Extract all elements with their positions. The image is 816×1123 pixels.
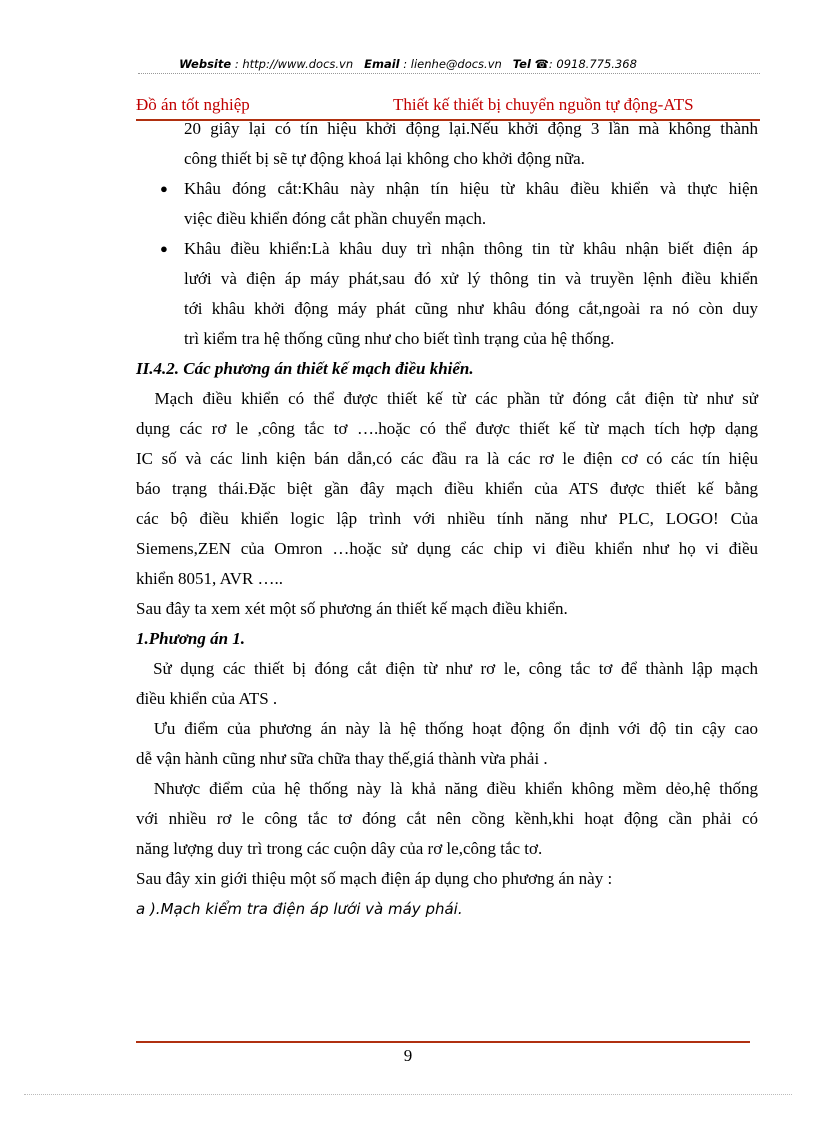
site-info-bar	[0, 57, 816, 71]
text-line: Mạch điều khiển có thể được thiết kế từ các phần tử đóng cắt điện từ như sử	[136, 389, 758, 408]
bullet-icon: ●	[160, 181, 168, 196]
text-line: dễ vận hành cũng như sữa chữa thay thế,giá thành vừa phải .	[136, 749, 548, 768]
bullet-list	[136, 174, 758, 354]
subsection-heading: 1.Phương án 1.	[136, 629, 246, 648]
text-line: Sử dụng các thiết bị đóng cắt điện từ như rơ le, công tắc tơ để thành lập mạch	[136, 659, 758, 678]
text-line: Khâu đóng cắt:Khâu này nhận tín hiệu từ khâu điều khiển và thực hiện	[184, 179, 758, 198]
subsection-heading-italic: a ).Mạch kiểm tra điện áp lưới và máy phái.	[136, 900, 463, 918]
top-divider	[138, 73, 760, 74]
text-line: Nhược điểm của hệ thống này là khả năng điều khiển không mềm dẻo,hệ thống	[136, 779, 758, 798]
page-number: 9	[403, 1046, 413, 1065]
bottom-divider	[24, 1094, 792, 1095]
tel-value: : 0918.775.368	[548, 57, 637, 71]
text-line: với nhiều rơ le công tắc tơ đóng cắt nên cồng kềnh,khi hoạt động cần phải có	[136, 809, 758, 828]
text-line: công thiết bị sẽ tự động khoá lại không cho khởi động nữa.	[184, 149, 585, 168]
paragraph	[136, 654, 758, 714]
text-line: Ưu điểm của phương án này là hệ thống hoạt động ổn định với độ tin cậy cao	[136, 719, 758, 738]
paragraph: Sau đây ta xem xét một số phương án thiết kế mạch điều khiển.	[136, 599, 568, 618]
bullet-item	[136, 174, 758, 234]
text-line: IC số và các linh kiện bán dẫn,có các đầu ra là các rơ le điện cơ có các tín hiệu	[136, 449, 758, 468]
paragraph	[136, 714, 758, 774]
text-line: báo trạng thái.Đặc biệt gần đây mạch điều khiển của ATS được thiết kế bằng	[136, 479, 758, 498]
text-line: 20 giây lại có tín hiệu khởi động lại.Nếu khởi động 3 lần mà không thành	[184, 119, 758, 138]
paragraph: Sau đây xin giới thiệu một số mạch điện áp dụng cho phương án này :	[136, 869, 613, 888]
text-line: tới khâu khởi động máy phát cũng như khâu đóng cắt,ngoài ra nó còn duy	[184, 299, 758, 318]
text-line: trì kiểm tra hệ thống cũng như cho biết tình trạng của hệ thống.	[184, 329, 615, 348]
website-value: : http://www.docs.vn	[234, 57, 354, 71]
bullet-item	[136, 234, 758, 354]
text-line: việc điều khiển đóng cắt phần chuyển mạch.	[184, 209, 487, 228]
bullet-icon: ●	[160, 241, 168, 256]
text-line: năng lượng duy trì trong các cuộn dây của rơ le,công tắc tơ.	[136, 839, 543, 858]
website-label: Website	[179, 57, 232, 71]
section-heading: II.4.2. Các phương án thiết kế mạch điều khiển.	[136, 359, 474, 378]
footer-rule	[136, 1041, 750, 1043]
header-left-title: Đồ án tốt nghiệp	[136, 95, 250, 114]
tel-label: Tel	[512, 57, 531, 71]
email-value: : lienhe@docs.vn	[403, 57, 502, 71]
text-line: các bộ điều khiển logic lập trình với nhiều tính năng như PLC, LOGO! Của	[136, 509, 758, 528]
paragraph	[136, 384, 758, 594]
continued-paragraph	[136, 114, 758, 174]
text-line: lưới và điện áp máy phát,sau đó xử lý thông tin và truyền lệnh điều khiển	[184, 269, 758, 288]
text-line: Khâu điều khiển:Là khâu duy trì nhận thông tin từ khâu nhận biết điện áp	[184, 239, 758, 258]
paragraph	[136, 774, 758, 864]
text-line: dụng các rơ le ,công tắc tơ ….hoặc có thể được thiết kế từ mạch tích hợp dạng	[136, 419, 758, 438]
document-body	[136, 114, 758, 924]
phone-icon: ☎	[534, 57, 549, 71]
header-right-title: Thiết kế thiết bị chuyển nguồn tự động-ATS	[393, 95, 694, 114]
text-line: Siemens,ZEN của Omron …hoặc sử dụng các chip vi điều khiển như họ vi điều	[136, 539, 758, 558]
email-label: Email	[364, 57, 400, 71]
text-line: khiển 8051, AVR …..	[136, 569, 284, 588]
text-line: điều khiển của ATS .	[136, 689, 278, 708]
